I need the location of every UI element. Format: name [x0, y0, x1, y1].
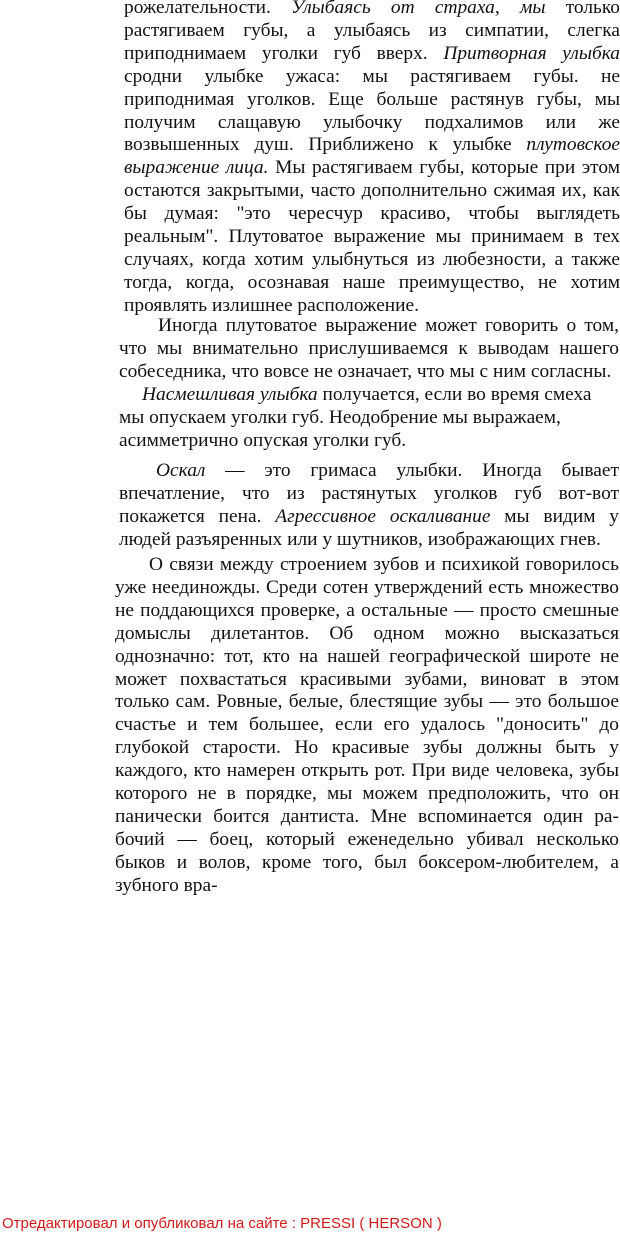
text-run: только растягиваем губы, а улыбаясь из симпатии, слегка приподнимаем уголки губ вверх. [124, 0, 620, 64]
text-run: получается, если во время смеха мы опускаем уголки губ. Неодобрение мы выражаем, асимметрично опуская уголки губ. [119, 384, 592, 451]
italic-term: Притворная улыбка [443, 42, 620, 64]
paragraph-smiles [124, 0, 620, 318]
text-run: рожелательности. [124, 0, 292, 18]
text-run: мы видим у людей разъяренных или у шутников, изображающих гнев. [119, 505, 619, 550]
italic-term: Оскал [156, 460, 206, 481]
paragraph-grin [119, 460, 619, 552]
text-run: сродни улыбке ужаса: мы растягиваем губы. не приподнимая уголков. Еще больше растянув губы, мы получим слащавую улыбочку подхалимов или же возвышенных душ. Приближено к улыбке [124, 65, 620, 156]
paragraph-teeth [115, 554, 619, 898]
paragraph-mocking-smile [119, 384, 619, 453]
italic-term: Улыбаясь от страха, мы [291, 0, 546, 18]
text-run: — это гримаса улыбки. Иногда бывает впечатление, что из растянутых уголков губ вот-вот покажется пена. [119, 460, 619, 527]
text-run: Иногда плутоватое выражение может говорить о том, что мы внимательно прислушиваемся к выводам нашего собеседника, что вовсе не означает, что мы с ним согласны. [119, 315, 619, 382]
italic-term: Агрессивное оскаливание [275, 505, 491, 527]
italic-term: Насмешливая улыбка [142, 384, 318, 405]
text-run: Мы растягиваем губы, которые при этом остаются закрытыми, часто дополнительно сжимая их, как бы думая: "это чересчур красиво, чтобы выглядеть реальным". Плутоватое выражение мы принимаем в тех случаях, когда хотим улыбнуться из любезности, а также тогда, когда, осознавая наше преимущество, не хотим проявлять излишнее расположение. [124, 157, 620, 316]
publisher-footer: Отредактировал и опубликовал на сайте : PRESSI ( HERSON ) [2, 1215, 442, 1232]
italic-term: плутовское выражение лица. [124, 134, 620, 179]
paragraph-sly-expression [119, 315, 619, 384]
text-run: О связи между строением зубов и психикой говорилось уже неединожды. Среди сотен утверждений есть множество не поддающихся проверке, а остальные — просто смешные домыслы дилетантов. Об одном можно высказаться однозначно: тот, кто на нашей географической широте не может похвастаться красивыми зубами, виноват в этом только сам. Ровные, белые, блестящие зубы — это большое счастье и тем большее, если его удалось "доносить" до глубокой старости. Но красивые зубы должны быть у каждого, кто намерен открыть рот. При виде человека, зубы которого не в порядке, мы можем предположить, что он панически боится дантиста. Мне вспоминается один ра-бочий — боец, который еженедельно убивал несколько быков и волов, кроме того, был боксером-любителем, а зубного вра- [115, 554, 619, 896]
